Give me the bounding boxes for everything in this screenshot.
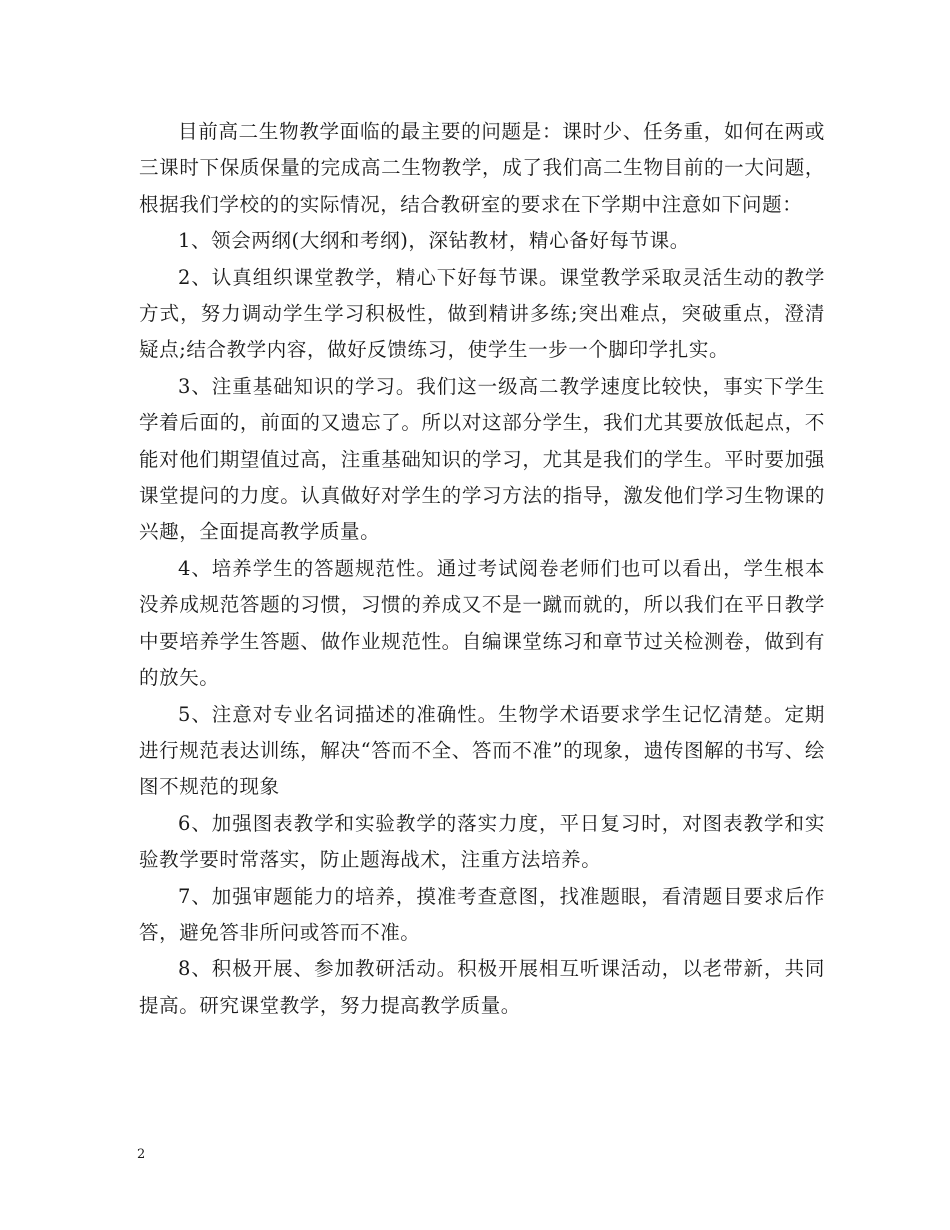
paragraph-item-3: 3、注重基础知识的学习。我们这一级高二教学速度比较快，事实下学生学着后面的，前面的又遗忘了。所以对这部分学生，我们尤其要放低起点，不能对他们期望值过高，注重基础知识的学习，尤其是我们的学生。平时要加强课堂提问的力度。认真做好对学生的学习方法的指导，激发他们学习生物课的兴趣，全面提高教学质量。 [139, 374, 825, 544]
paragraph-item-5: 5、注意对专业名词描述的准确性。生物学术语要求学生记忆清楚。定期进行规范表达训练，解决“答而不全、答而不准”的现象，遗传图解的书写、绘图不规范的现象 [139, 702, 825, 799]
document-body [139, 114, 825, 1024]
page-number: 2 [137, 1147, 146, 1162]
paragraph-item-2: 2、认真组织课堂教学，精心下好每节课。课堂教学采取灵活生动的教学方式，努力调动学生学习积极性，做到精讲多练;突出难点，突破重点，澄清疑点;结合教学内容，做好反馈练习，使学生一步一个脚印学扎实。 [139, 265, 825, 362]
paragraph-item-1: 1、领会两纲(大纲和考纲)，深钻教材，精心备好每节课。 [178, 229, 690, 253]
paragraph-intro: 目前高二生物教学面临的最主要的问题是：课时少、任务重，如何在两或三课时下保质保量的完成高二生物教学，成了我们高二生物目前的一大问题，根据我们学校的的实际情况，结合教研室的要求在下学期中注意如下问题： [139, 120, 825, 216]
paragraph-item-6: 6、加强图表教学和实验教学的落实力度，平日复习时，对图表教学和实验教学要时常落实，防止题海战术，注重方法培养。 [139, 811, 825, 872]
paragraph-item-7: 7、加强审题能力的培养，摸准考查意图，找准题眼，看清题目要求后作答，避免答非所问或答而不准。 [139, 884, 825, 944]
paragraph-item-4: 4、培养学生的答题规范性。通过考试阅卷老师们也可以看出，学生根本没养成规范答题的习惯，习惯的养成又不是一蹴而就的，所以我们在平日教学中要培养学生答题、做作业规范性。自编课堂练习和章节过关检测卷，做到有的放矢。 [139, 556, 825, 690]
paragraph-item-8: 8、积极开展、参加教研活动。积极开展相互听课活动，以老带新，共同提高。研究课堂教学，努力提高教学质量。 [139, 957, 825, 1017]
